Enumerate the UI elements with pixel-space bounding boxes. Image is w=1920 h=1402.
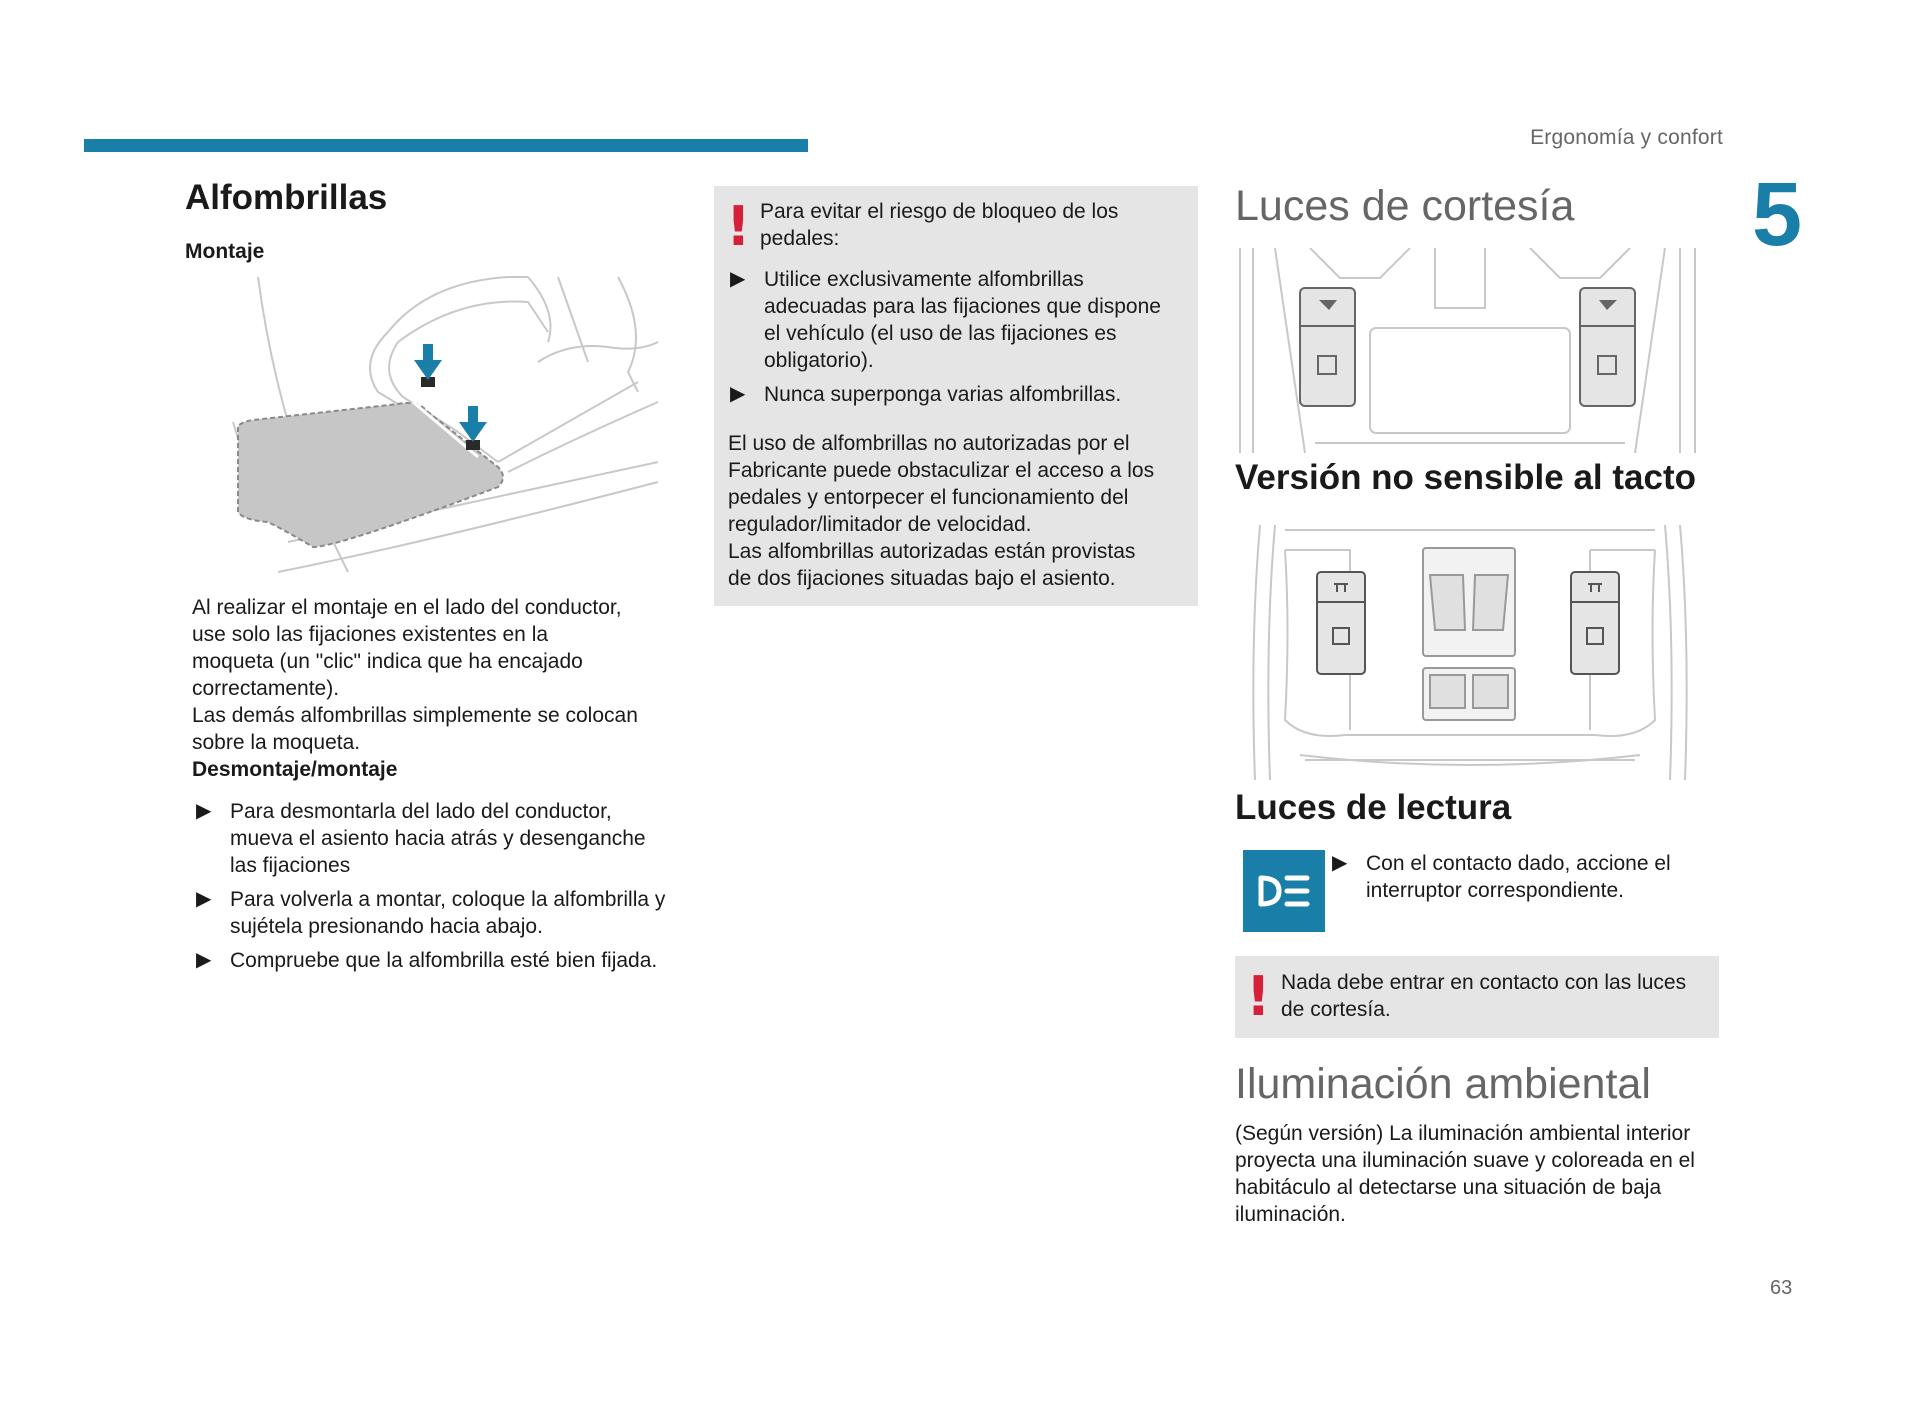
montaje-subtitle: Montaje — [185, 240, 265, 263]
pedal-warning-paragraph — [728, 430, 1188, 592]
reading-light-icon — [1243, 850, 1325, 932]
courtesy-lights-title: Luces de cortesía — [1235, 182, 1575, 230]
bullet-arrow-icon: ▶ — [196, 888, 212, 910]
bullet-item: ▶ Nunca superponga varias alfombrillas. — [730, 383, 1122, 406]
desmontaje-subheading: Desmontaje/montaje — [192, 758, 398, 781]
desmontaje-bullets — [196, 798, 676, 981]
text-line: Fabricante puede obstaculizar el acceso a los — [728, 459, 1155, 482]
text-line: Al realizar el montaje en el lado del conductor, — [192, 596, 622, 619]
text-line: pedales y entorpecer el funcionamiento del — [728, 486, 1129, 509]
text-line: Las alfombrillas autorizadas están provistas — [728, 540, 1136, 563]
text-line: de dos fijaciones situadas bajo el asiento. — [728, 567, 1116, 590]
text-line: Las demás alfombrillas simplemente se colocan — [192, 704, 638, 727]
floor-mat-illustration — [228, 272, 668, 592]
bullet-arrow-icon: ▶ — [196, 800, 212, 822]
section-title: Ergonomía y confort — [1530, 126, 1723, 149]
courtesy-warning-text: Nada debe entrar en contacto con las luces de cortesía. — [1281, 971, 1687, 1021]
text-line: use solo las fijaciones existentes en la — [192, 623, 549, 646]
non-touch-illustration — [1245, 520, 1695, 785]
non-touch-title: Versión no sensible al tacto — [1235, 458, 1696, 497]
bullet-item: ▶ Compruebe que la alfombrilla esté bien fijada. — [196, 949, 658, 972]
text-line: correctamente). — [192, 677, 340, 700]
pedal-warning-bullets — [730, 266, 1180, 415]
bullet-arrow-icon: ▶ — [196, 949, 212, 971]
pedal-warning-intro: Para evitar el riesgo de bloqueo de los pedales: — [760, 200, 1119, 250]
bullet-item: ▶ Utilice exclusivamente alfombrillas adecuadas para las fijaciones que dispone el vehículo (el uso de las fijaciones es obligatorio). — [730, 268, 1161, 372]
reading-bullet — [1332, 850, 1712, 911]
text-line: moqueta (un "clic" indica que ha encajado — [192, 650, 583, 673]
ambient-lighting-title: Iluminación ambiental — [1235, 1060, 1651, 1108]
reading-lights-title: Luces de lectura — [1235, 788, 1512, 827]
page-number: 63 — [1770, 1277, 1793, 1299]
bullet-item: ▶ Para volverla a montar, coloque la alfombrilla y sujétela presionando hacia abajo. — [196, 888, 666, 938]
warning-icon: ! — [1246, 965, 1271, 1028]
courtesy-lights-illustration — [1235, 248, 1705, 453]
montaje-paragraph — [192, 594, 692, 783]
alfombrillas-title: Alfombrillas — [185, 178, 388, 217]
header-accent-bar — [84, 139, 808, 152]
bullet-arrow-icon: ▶ — [730, 268, 746, 290]
bullet-item: ▶ Con el contacto dado, accione el interruptor correspondiente. — [1332, 852, 1671, 902]
text-line: El uso de alfombrillas no autorizadas por el — [728, 432, 1130, 455]
bullet-arrow-icon: ▶ — [730, 383, 746, 405]
bullet-item: ▶ Para desmontarla del lado del conductor, mueva el asiento hacia atrás y desenganche las fijaciones — [196, 800, 646, 877]
chapter-number: 5 — [1752, 165, 1803, 265]
text-line: regulador/limitador de velocidad. — [728, 513, 1032, 536]
text-line: sobre la moqueta. — [192, 731, 361, 754]
ambient-lighting-text: (Según versión) La iluminación ambiental interior proyecta una iluminación suave y coloreada en el habitáculo al detectarse una situación de baja iluminación. — [1235, 1122, 1695, 1226]
warning-icon: ! — [726, 195, 751, 258]
bullet-arrow-icon: ▶ — [1332, 852, 1348, 874]
